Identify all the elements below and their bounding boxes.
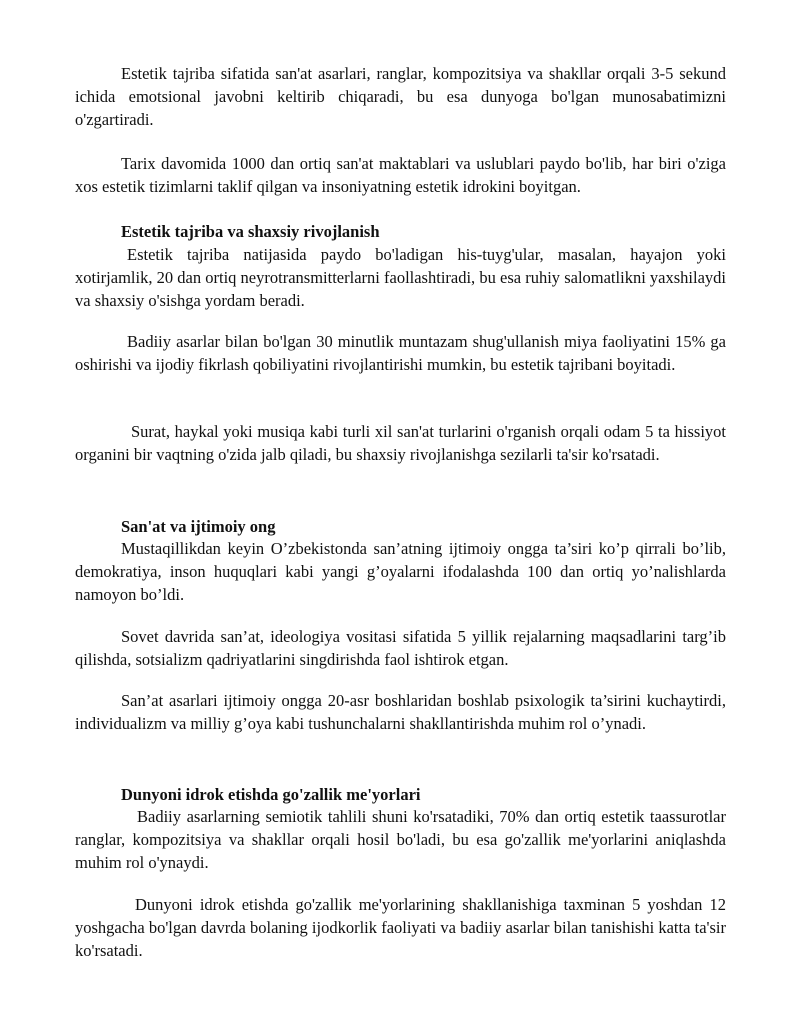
- paragraph-art-schools: Tarix davomida 1000 dan ortiq san'at maktablari va uslublari paydo bo'lib, har biri o'ziga xos estetik tizimlarni taklif qilgan va insoniyatning estetik idrokini boyitgan.: [75, 154, 726, 196]
- paragraph-semiotic-analysis: Badiiy asarlarning semiotik tahlili shuni ko'rsatadiki, 70% dan ortiq estetik taassurotlar ranglar, kompozitsiya va shakllar orqali hosil bo'ladi, bu esa go'zallik me'yorlarini aniqlashda muhim rol o'ynaydi.: [75, 807, 726, 872]
- paragraph-independence: Mustaqillikdan keyin O’zbekistonda san’atning ijtimoiy ongga ta’siri ko’p qirrali bo’lib, demokratiya, inson huquqlari kabi yangi g’oyalarni ifodalashda 100 dan ortiq yo’nalishlarda namoyon bo’ldi.: [75, 539, 726, 604]
- paragraph-aesthetic-experience: Estetik tajriba sifatida san'at asarlari, ranglar, kompozitsiya va shakllar orqali 3-5 sekund ichida emotsional javobni keltirib chiqaradi, bu esa dunyoga bo'lgan munosabatimizni o'zgartiradi.: [75, 64, 726, 129]
- paragraph-soviet-era: Sovet davrida san’at, ideologiya vositasi sifatida 5 yillik rejalarning maqsadlarini targ’ib qilishda, sotsializm qadriyatlarini singdirishda faol ishtirok etgan.: [75, 627, 726, 669]
- heading-beauty-norms: Dunyoni idrok etishda go'zallik me'yorlari: [121, 785, 421, 804]
- paragraph-brain-activity: Badiiy asarlar bilan bo'lgan 30 minutlik muntazam shug'ullanish miya faoliyatini 15% ga oshirishi va ijodiy fikrlash qobiliyatini rivojlantirishi mumkin, bu estetik tajribani boyitadi.: [75, 332, 726, 374]
- paragraph-twentieth-century: San’at asarlari ijtimoiy ongga 20-asr boshlaridan boshlab psixologik ta’sirini kuchaytirdi, individualizm va milliy g’oya kabi tushunchalarni shakllantirishda muhim rol o’ynadi.: [75, 691, 726, 733]
- paragraph-art-forms: Surat, haykal yoki musiqa kabi turli xil san'at turlarini o'rganish orqali odam 5 ta hissiyot organini bir vaqtning o'zida jalb qiladi, bu shaxsiy rivojlanishga sezilarli ta'sir ko'rsatadi.: [75, 422, 726, 464]
- paragraph-childhood-development: Dunyoni idrok etishda go'zallik me'yorlarining shakllanishiga taxminan 5 yoshdan 12 yoshgacha bo'lgan davrda bolaning ijodkorlik faoliyati va badiiy asarlar bilan tanishishi katta ta'sir ko'rsatadi.: [75, 895, 726, 960]
- paragraph-neurotransmitters: Estetik tajriba natijasida paydo bo'ladigan his-tuyg'ular, masalan, hayajon yoki xotirjamlik, 20 dan ortiq neyrotransmitterlarni faollashtiradi, bu esa ruhiy salomatlikni yaxshilaydi va shaxsiy o'sishga yordam beradi.: [75, 245, 726, 310]
- heading-personal-development: Estetik tajriba va shaxsiy rivojlanish: [121, 222, 380, 241]
- heading-social-consciousness: San'at va ijtimoiy ong: [121, 517, 276, 536]
